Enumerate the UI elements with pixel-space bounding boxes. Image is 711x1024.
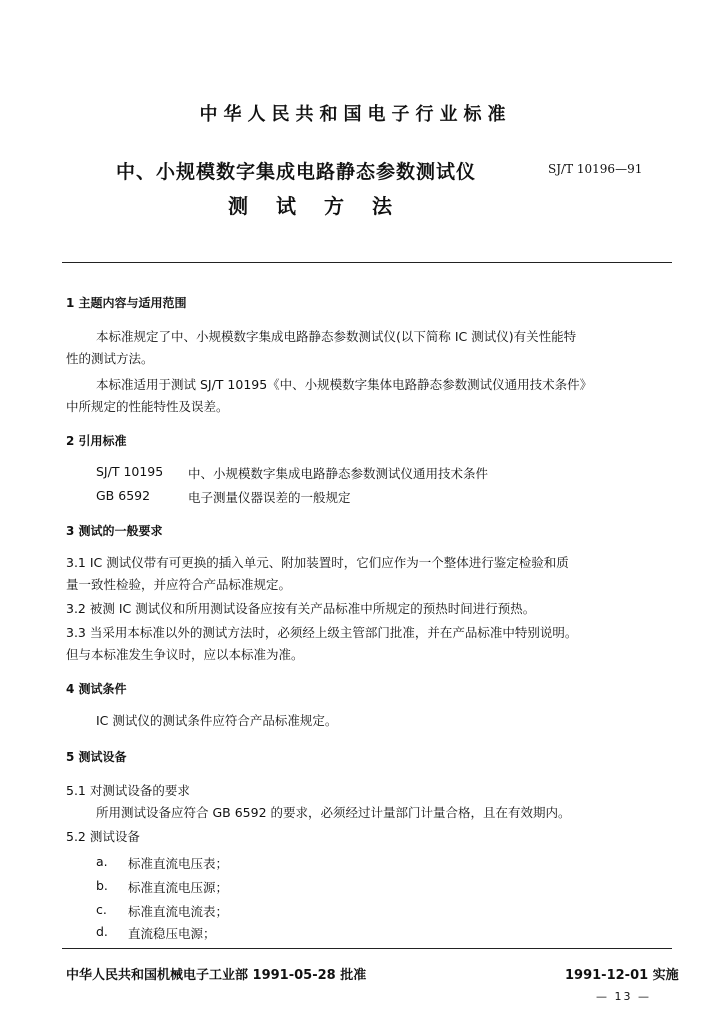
section-1-paragraph-1a: 本标准规定了中、小规模数字集成电路静态参数测试仪(以下简称 IC 测试仪)有关性能特 (96, 329, 577, 344)
section-5-heading: 5 测试设备 (66, 750, 127, 764)
reference-title: 电子测量仪器误差的一般规定 (188, 490, 351, 505)
list-item-marker: c. (96, 902, 107, 917)
page-number: — 13 — (596, 990, 651, 1003)
document-subtitle: 测试方法 (228, 194, 420, 218)
reference-code: GB 6592 (96, 488, 151, 503)
section-4-heading: 4 测试条件 (66, 682, 127, 696)
issuing-organization: 中华人民共和国电子行业标准 (199, 104, 512, 125)
list-item-marker: b. (96, 878, 108, 893)
list-item: 标准直流电压表； (128, 856, 229, 871)
standard-number: SJ/T 10196—91 (548, 162, 643, 176)
clause-5-1: 5.1 对测试设备的要求 (66, 783, 190, 798)
section-1-paragraph-2b: 中所规定的性能特性及误差。 (66, 399, 229, 414)
header-divider (62, 262, 672, 263)
list-item-marker: d. (96, 924, 108, 939)
list-item-marker: a. (96, 854, 108, 869)
reference-title: 中、小规模数字集成电路静态参数测试仪通用技术条件 (188, 466, 489, 481)
section-3-heading: 3 测试的一般要求 (66, 524, 163, 538)
reference-code: SJ/T 10195 (96, 464, 164, 479)
section-4-paragraph: IC 测试仪的测试条件应符合产品标准规定。 (96, 713, 338, 728)
footer-divider (62, 948, 672, 949)
clause-3-3-line-2: 但与本标准发生争议时，应以本标准为准。 (66, 647, 304, 662)
clause-3-1-line-1: 3.1 IC 测试仪带有可更换的插入单元、附加装置时，它们应作为一个整体进行鉴定检验和质 (66, 555, 569, 570)
section-1-heading: 1 主题内容与适用范围 (66, 296, 187, 310)
clause-5-1-paragraph: 所用测试设备应符合 GB 6592 的要求，必须经过计量部门计量合格，且在有效期内。 (96, 805, 571, 820)
list-item: 标准直流电流表； (128, 904, 229, 919)
section-2-heading: 2 引用标准 (66, 434, 127, 448)
effective-date: 1991-12-01 实施 (565, 968, 679, 983)
document-title: 中、小规模数字集成电路静态参数测试仪 (116, 161, 477, 183)
clause-3-1-line-2: 量一致性检验，并应符合产品标准规定。 (66, 577, 292, 592)
approval-line: 中华人民共和国机械电子工业部 1991-05-28 批准 (66, 968, 367, 983)
section-1-paragraph-1b: 性的测试方法。 (66, 351, 154, 366)
list-item: 标准直流电压源； (128, 880, 229, 895)
clause-3-3-line-1: 3.3 当采用本标准以外的测试方法时，必须经上级主管部门批准，并在产品标准中特别说明。 (66, 625, 578, 640)
clause-5-2: 5.2 测试设备 (66, 829, 140, 844)
section-1-paragraph-2a: 本标准适用于测试 SJ/T 10195《中、小规模数字集体电路静态参数测试仪通用技术条件》 (96, 377, 593, 392)
clause-3-2: 3.2 被测 IC 测试仪和所用测试设备应按有关产品标准中所规定的预热时间进行预热。 (66, 601, 536, 616)
list-item: 直流稳压电源； (128, 926, 216, 941)
